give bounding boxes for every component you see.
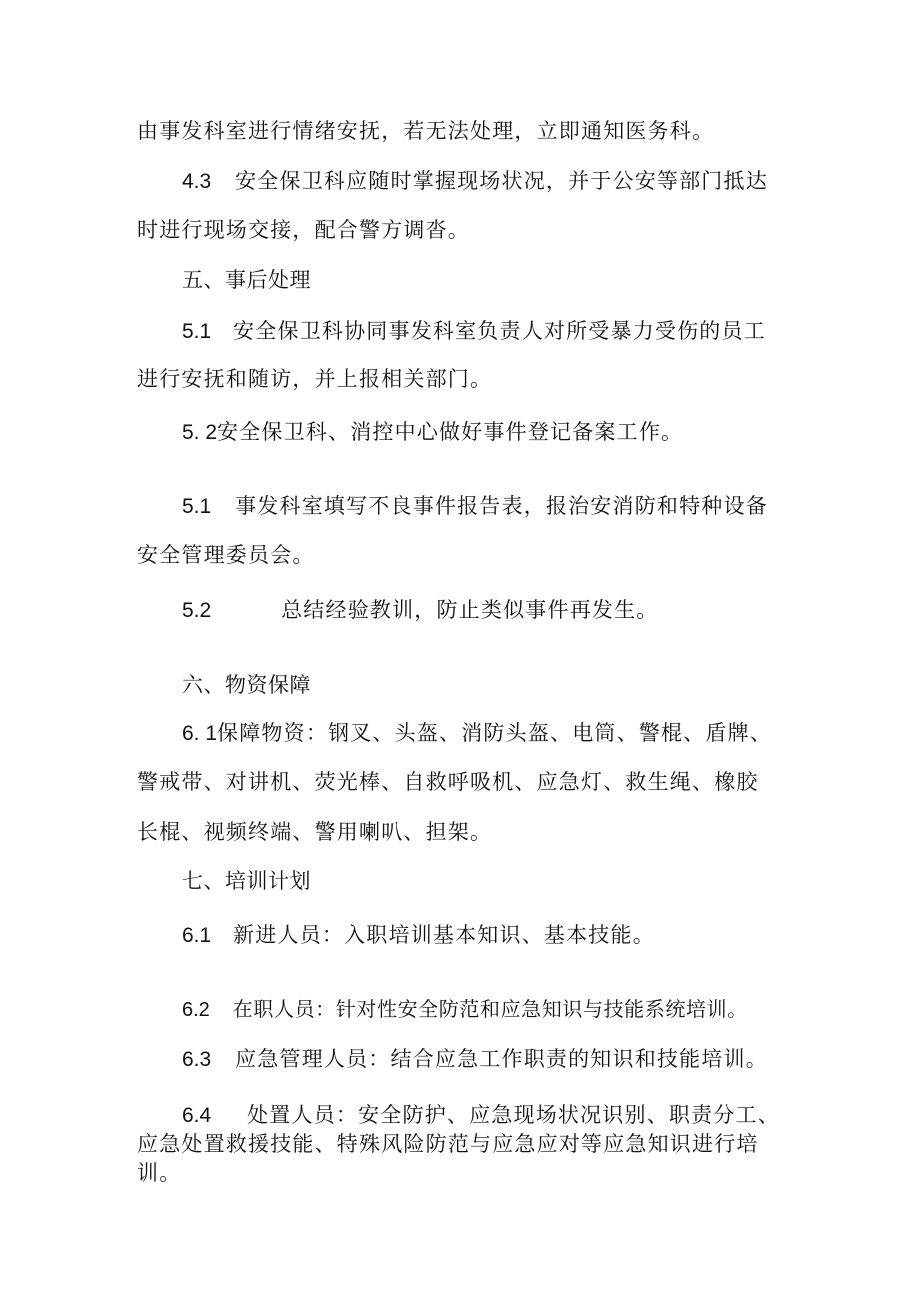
paragraph-line [137,215,470,245]
paragraph-line [182,417,683,448]
paragraph-line [182,316,766,347]
line-text: 总结经验教训，防止类似事件再发生。 [281,598,659,622]
section-heading [182,265,311,295]
section-heading [182,670,311,700]
paragraph-line [137,767,759,797]
line-text: 应急管理人员：结合应急工作职责的知识和技能培训。 [235,1047,768,1071]
paragraph-line [137,116,714,146]
paragraph-line [137,1158,181,1188]
paragraph-line [137,1129,759,1159]
heading-text: 七、培训计划 [182,869,311,893]
paragraph-line [182,491,768,522]
paragraph-line [182,920,655,951]
line-text: 警戒带、对讲机、荧光棒、自救呼吸机、应急灯、救生绳、橡胶 [137,770,759,794]
line-text: 由事发科室进行情绪安抚，若无法处理，立即通知医务科。 [137,119,715,143]
line-text: 训。 [137,1161,182,1185]
paragraph-line [182,1044,768,1075]
line-text: 事发科室填写不良事件报告表，报治安消防和特种设备 [235,494,768,518]
section-number: 5.1 [182,320,212,343]
line-text: 安全保卫科、消控中心做好事件登记备案工作。 [217,420,684,444]
section-number: 5.2 [182,599,212,622]
paragraph-line [182,995,748,1024]
line-text: 长棍、视频终端、警用喇叭、担架。 [137,820,493,844]
section-heading [182,866,311,896]
section-number: 6.1 [182,924,212,947]
paragraph-line [182,718,772,749]
section-number: 4.3 [182,170,212,193]
line-text: 新进人员：入职培训基本知识、基本技能。 [233,923,655,947]
line-text: 安全管理委员会。 [137,543,315,567]
line-text: 进行安抚和随访，并上报相关部门。 [137,367,493,391]
paragraph-line [137,817,492,847]
line-text: 应急处置救援技能、特殊风险防范与应急应对等应急知识进行培 [137,1132,759,1156]
line-text: 安全保卫科协同事发科室负责人对所受暴力受伤的员工 [233,319,766,343]
heading-text: 五、事后处理 [182,268,311,292]
paragraph-line [182,595,659,626]
line-text: 安全保卫科应随时掌握现场状况，并于公安等部门抵达 [235,169,768,193]
line-text: 时进行现场交接，配合警方调沓。 [137,218,470,242]
line-text: 在职人员：针对性安全防范和应急知识与技能系统培训。 [232,997,748,1021]
paragraph-line [137,364,492,394]
heading-text: 六、物资保障 [182,673,311,697]
section-number: 6. 1 [182,722,218,745]
section-number: 5.1 [182,495,212,518]
line-text: 处置人员：安全防护、应急现场状况识别、职责分工、 [247,1103,780,1127]
paragraph-line [182,166,768,197]
section-number: 6.3 [182,1048,212,1071]
paragraph-line [182,1100,780,1131]
section-number: 6.4 [182,1104,212,1127]
line-text: 保障物资：钢叉、头盔、消防头盔、电筒、警棍、盾牌、 [217,721,773,745]
paragraph-line [137,540,315,570]
section-number: 6.2 [182,999,210,1021]
section-number: 5. 2 [182,421,218,444]
